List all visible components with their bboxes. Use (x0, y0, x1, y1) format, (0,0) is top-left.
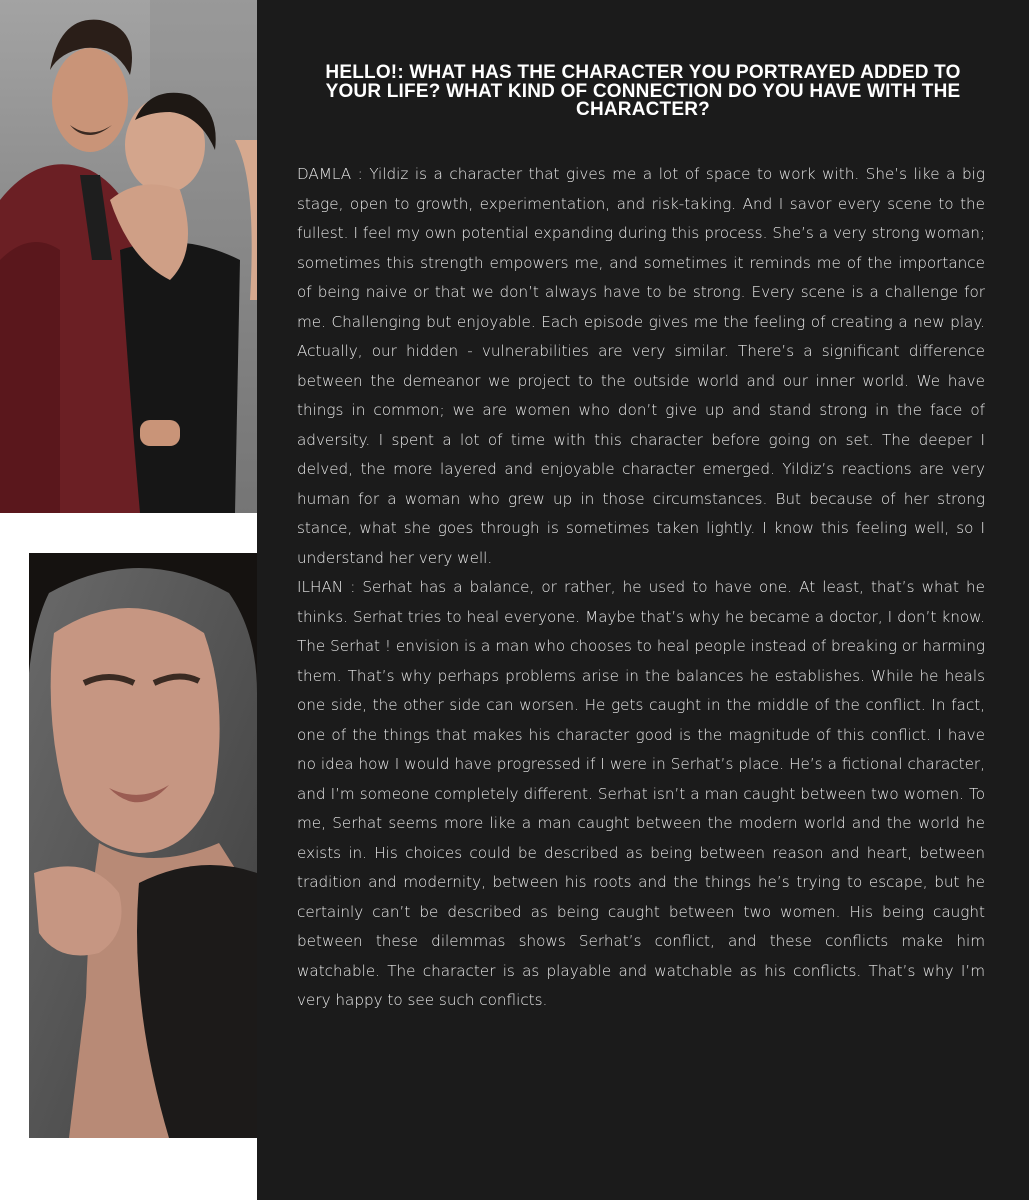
couple-photo (0, 0, 257, 513)
answer-damla: DAMLA : Yildiz is a character that gives me a lot of space to work with. She’s like a big stage, open to growth, experimentation, and risk-taking. And I savor every scene to the fullest. I feel my own potential expanding during this process. She’s a very strong woman; sometimes this strength empowers me, and sometimes it reminds me of the importance of being naive or that we don’t always have to be strong. Every scene is a challenge for me. Challenging but enjoyable. Each episode gives me the feeling of creating a new play. Actually, our hidden - vulnerabilities are very similar. There’s a significant difference between the demeanor we project to the outside world and our inner world. We have things in common; we are women who don’t give up and stand strong in the face of adversity. I spent a lot of time with this character before going on set. The deeper I delved, the more layered and enjoyable character emerged. Yildiz’s reactions are very human for a woman who grew up in those circumstances. But because of her strong stance, what she goes through is sometimes taken lightly. I know this feeling well, so I understand her very well. (297, 165, 985, 567)
portrait-photo-illustration (29, 553, 257, 1138)
answer-ilhan: ILHAN : Serhat has a balance, or rather, he used to have one. At least, that’s what he thinks. Serhat tries to heal everyone. Maybe that’s why he became a doctor, I don’t know. The Serhat ! envision is a man who chooses to heal people instead of breaking or harming them. That’s why perhaps problems arise in the balances he establishes. While he heals one side, the other side can worsen. He gets caught in the middle of the conflict. In fact, one of the things that makes his character good is the magnitude of this conflict. I have no idea how I would have progressed if I were in Serhat’s place. He’s a fictional character, and I’m someone completely different. Serhat isn’t a man caught between two women. To me, Serhat seems more like a man caught between the modern world and the world he exists in. His choices could be described as being between reason and heart, between tradition and modernity, between his roots and the things he’s trying to escape, but he certainly can’t be described as being caught between two women. His being caught between these dilemmas shows Serhat’s conflict, and these conflicts make him watchable. The character is as playable and watchable as his conflicts. That’s why I’m very happy to see such conflicts. (297, 578, 985, 1009)
article-panel (257, 0, 1029, 1200)
couple-photo-illustration (0, 0, 257, 513)
interview-question: HELLO!: WHAT HAS THE CHARACTER YOU PORTRAYED ADDED TO YOUR LIFE? WHAT KIND OF CONNECTION DO YOU HAVE WITH THE CHARACTER? (325, 62, 961, 120)
portrait-photo (29, 553, 257, 1138)
photo-column (0, 0, 257, 1200)
article-body (297, 160, 985, 1016)
